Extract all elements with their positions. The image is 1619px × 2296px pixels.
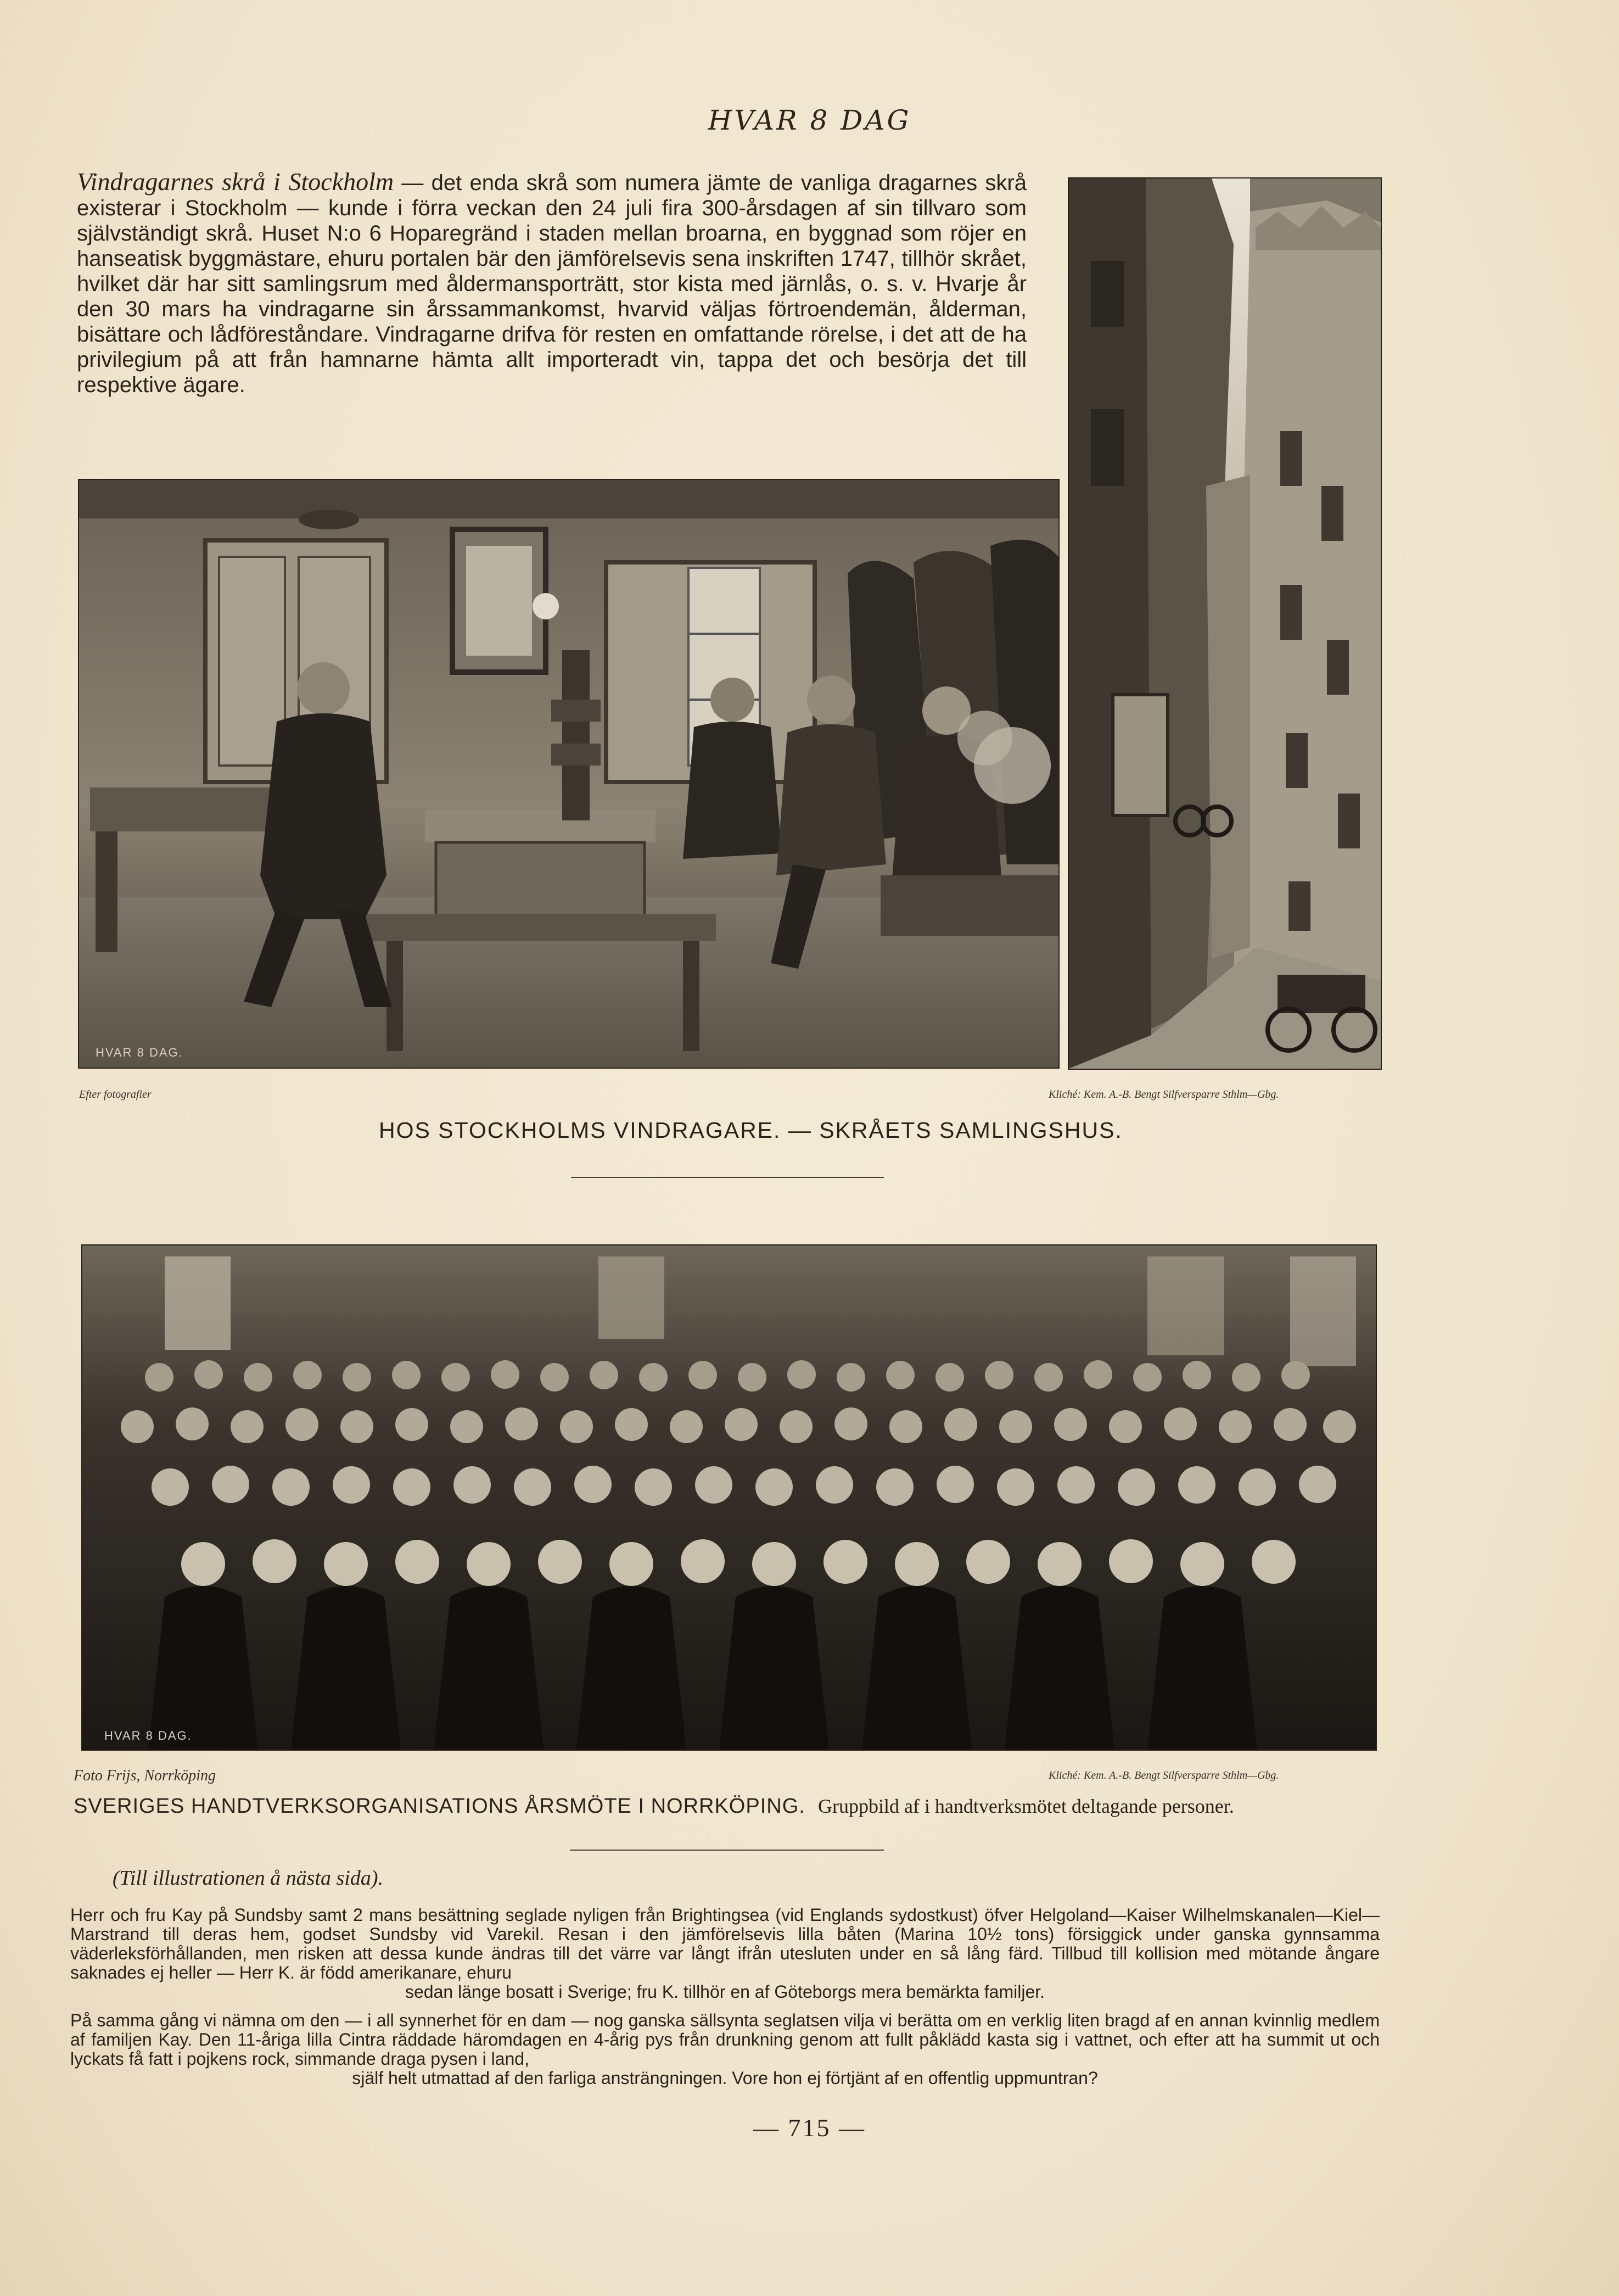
figure-2-photo-credit: Foto Frijs, Norrköping <box>74 1767 216 1784</box>
page-number: — 715 — <box>753 2114 866 2142</box>
intro-lead: Vindragarnes skrå i Stockholm <box>77 167 394 195</box>
figure-1-caption: HOS STOCKHOLMS VINDRAGARE. — SKRÅETS SAMLINGSHUS. <box>379 1118 1123 1143</box>
figure-2-caption-rest: Gruppbild af i handtverksmötet deltagande personer. <box>817 1795 1234 1817</box>
figure-2-cliche-credit: Kliché: Kem. A.-B. Bengt Silfversparre Sthlm—Gbg. <box>1049 1769 1279 1781</box>
photo-samlingshus-alley <box>1068 177 1382 1070</box>
paragraph-cintra-rescue <box>70 2011 1380 2088</box>
figure-1-cliche-credit: Kliché: Kem. A.-B. Bengt Silfversparre Sthlm—Gbg. <box>1049 1088 1279 1100</box>
photo-room-watermark: HVAR 8 DAG. <box>96 1046 183 1059</box>
figure-2-caption-caps: SVERIGES HANDTVERKSORGANISATIONS ÅRSMÖTE I NORRKÖPING. <box>74 1795 805 1818</box>
divider-rule-1 <box>571 1177 884 1178</box>
illustration-note: (Till illustrationen å nästa sida). <box>113 1867 383 1890</box>
divider-rule-2 <box>570 1850 884 1851</box>
photo-group-assembly <box>81 1244 1377 1751</box>
figure-2-caption <box>74 1795 1234 1818</box>
figure-1-photo-credit: Efter fotografier <box>79 1088 152 1100</box>
paragraph-2-last-line: själf helt utmattad af den farliga ansträngningen. Vore hon ej förtjänt af en offentlig uppmuntran? <box>352 2068 1098 2088</box>
paragraph-1-text: Herr och fru Kay på Sundsby samt 2 mans besättning seglade nyligen från Brightingsea (vid Englands sydostkust) öfver Helgoland—Kaiser Wilhelmskanalen—Kiel—Marstrand till deras hem, godset Sundsby vid Varekil. Resan i den jämförelsevis lilla båten (Marina 10½ tons) försiggick under ganska gynnsamma väderleksförhållanden, men risken att dessa kunde ändras till det värre var långt ifrån utesluten under en så lång färd. Tillbud till kollision med mötande ångare saknades ej heller — Herr K. är född amerikanare, ehuru <box>70 1905 1380 1982</box>
paragraph-2-text: På samma gång vi nämna om den — i all synnerhet för en dam — nog ganska sällsynta seglatsen vilja vi berätta om en verklig liten bragd af en annan kvinnlig medlem af familjen Kay. Den 11-åriga lilla Cintra räddade häromdagen en 4-årig pys från drunkning genom att fullt påklädd kasta sig i vattnet, och efter att ha summit ut och lyckats få fatt i pojkens rock, simmande draga pysen i land, <box>70 2010 1380 2069</box>
photo-vindragare-room <box>78 479 1060 1069</box>
photo-room-illustration <box>79 480 1058 1068</box>
photo-group-watermark: HVAR 8 DAG. <box>104 1729 192 1742</box>
paragraph-1-last-line: sedan länge bosatt i Sverige; fru K. tillhör en af Göteborgs mera bemärkta familjer. <box>405 1982 1045 2002</box>
paragraph-kay-voyage <box>70 1906 1380 2002</box>
intro-paragraph <box>77 169 1027 398</box>
intro-text: — det enda skrå som numera jämte de vanliga dragarnes skrå existerar i Stockholm — kunde i förra veckan den 24 juli fira 300-årsdagen af sin tillvaro som självständigt skrå. Huset N:o 6 Hoparegränd i staden mellan broarna, en byggnad som röjer en hanseatisk byggmästare, ehuru portalen bär den jämförelsevis sena inskriften 1747, tillhör skrået, hvilket där har sitt samlingsrum med åldermansporträtt, stor kista med järnlås, o. s. v. Hvarje år den 30 mars ha vindragarne sin årssammankomst, hvarvid väljas förtroendemän, ålderman, bisättare och lådföreståndare. Vindragarne drifva för resten en omfattande rörelse, i det att de ha privilegium på att från hamnarne hämta allt importeradt vin, tappa det och besörja det till respektive ägare. <box>77 171 1027 397</box>
running-head: HVAR 8 DAG <box>708 104 911 136</box>
photo-group-illustration <box>82 1245 1376 1750</box>
photo-alley-illustration <box>1069 178 1381 1069</box>
